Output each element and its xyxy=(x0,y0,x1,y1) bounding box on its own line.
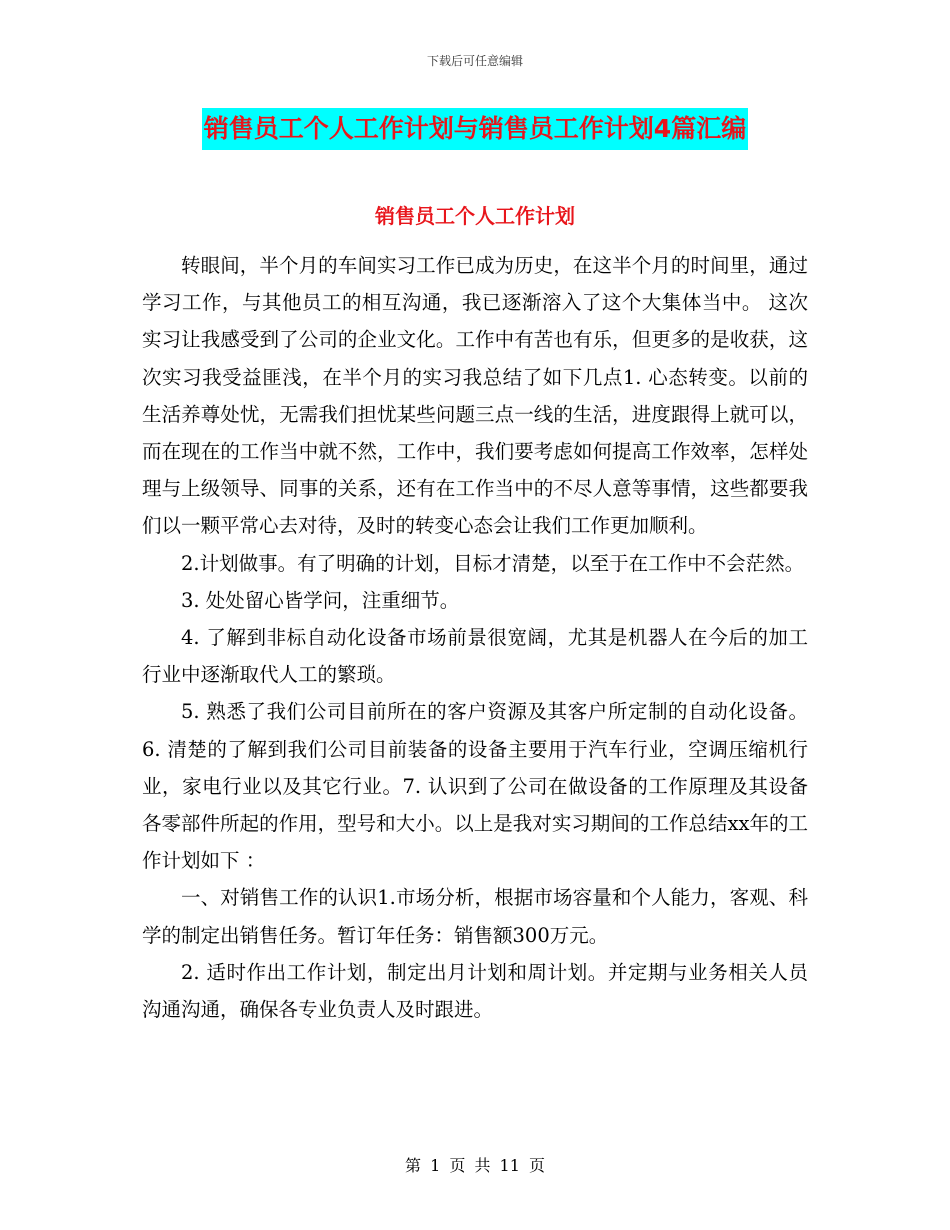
page-header-note: 下载后可任意编辑 xyxy=(426,54,523,68)
paragraph: 2. 适时作出工作计划，制定出月计划和周计划。并定期与业务相关人员沟通沟通，确保各专业负责人及时跟进。 xyxy=(142,960,808,1022)
document-title-container xyxy=(0,108,950,150)
section-title: 销售员工个人工作计划 xyxy=(375,204,575,228)
page-number-footer: 第 1 页 共 11 页 xyxy=(405,1156,545,1175)
paragraph: 转眼间，半个月的车间实习工作已成为历史，在这半个月的时间里，通过学习工作，与其他员工的相互沟通，我已逐渐溶入了这个大集体当中。 这次实习让我感受到了公司的企业文化。工作中有苦也有乐，但更多的是收获，这次实习我受益匪浅，在半个月的实习我总结了如下几点1. 心态转变。以前的生活养尊处忧，无需我们担忧某些问题三点一线的生活，进度跟得上就可以，而在现在的工作当中就不然，工作中，我们要考虑如何提高工作效率，怎样处理与上级领导、同事的关系，还有在工作当中的不尽人意等事情，这些都要我们以一颗平常心去对待，及时的转变心态会让我们工作更加顺利。 xyxy=(142,254,808,538)
document-body xyxy=(142,247,808,1028)
paragraph: 3. 处处留心皆学问，注重细节。 xyxy=(181,588,460,612)
paragraph: 5. 熟悉了我们公司目前所在的客户资源及其客户所定制的自动化设备。6. 清楚的了解到我们公司目前装备的设备主要用于汽车行业，空调压缩机行业，家电行业以及其它行业。7. 认识到了公司在做设备的工作原理及其设备各零部件所起的作用，型号和大小。以上是我对实习期间的工作总结xx年的工作计划如下 ： xyxy=(142,700,808,873)
paragraph: 4. 了解到非标自动化设备市场前景很宽阔，尤其是机器人在今后的加工行业中逐渐取代人工的繁琐。 xyxy=(142,626,808,687)
document-title: 销售员工个人工作计划与销售员工作计划4篇汇编 xyxy=(202,108,748,150)
paragraph: 一、对销售工作的认识1.市场分析，根据市场容量和个人能力，客观、科学的制定出销售任务。暂订年任务：销售额300万元。 xyxy=(142,886,808,947)
paragraph: 2.计划做事。有了明确的计划，目标才清楚，以至于在工作中不会茫然。 xyxy=(181,551,805,575)
